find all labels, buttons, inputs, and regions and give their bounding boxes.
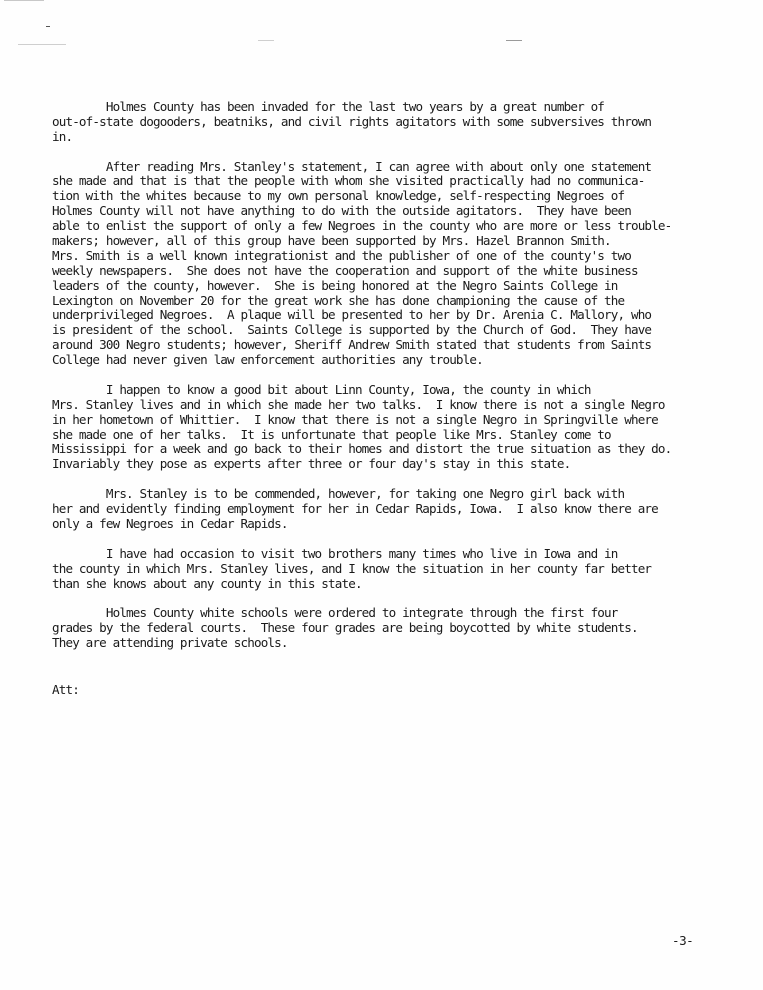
attachment-label: Att: (52, 682, 79, 697)
text-line: Mrs. Smith is a well known integrationist and the publisher of one of the county's two (52, 247, 631, 263)
text-line: able to enlist the support of only a few Negroes in the county who are more or less trouble- (52, 218, 672, 234)
paragraph (52, 100, 752, 145)
text-line: Holmes County white schools were ordered to integrate through the first four (52, 605, 618, 621)
text-line: she made one of her talks. It is unfortunate that people like Mrs. Stanley come to (52, 426, 611, 442)
text-line: Holmes County will not have anything to do with the outside agitators. They have been (52, 203, 631, 219)
scan-artifact (46, 26, 50, 27)
text-line: Invariably they pose as experts after three or four day's stay in this state. (52, 456, 571, 472)
text-line: After reading Mrs. Stanley's statement, I can agree with about only one statement (52, 158, 652, 174)
paragraph (52, 487, 752, 532)
text-line: than she knows about any county in this state. (52, 575, 362, 591)
text-line: leaders of the county, however. She is being honored at the Negro Saints College in (52, 277, 618, 293)
text-line: she made and that is that the people with whom she visited practically had no communica- (52, 173, 645, 189)
text-line: in her hometown of Whittier. I know that there is not a single Negro in Springville where (52, 411, 658, 427)
scan-artifact (4, 0, 44, 1)
text-line: the county in which Mrs. Stanley lives, and I know the situation in her county far better (52, 560, 652, 576)
text-line: I happen to know a good bit about Linn County, Iowa, the county in which (52, 381, 591, 397)
text-line: tion with the whites because to my own personal knowledge, self-respecting Negroes of (52, 188, 625, 204)
text-line: Holmes County has been invaded for the last two years by a great number of (52, 99, 605, 114)
text-line: makers; however, all of this group have been supported by Mrs. Hazel Brannon Smith. (52, 233, 611, 249)
text-line: Mrs. Stanley is to be commended, however, for taking one Negro girl back with (52, 486, 625, 502)
page-number: -3- (672, 933, 694, 948)
text-line: weekly newspapers. She does not have the cooperation and support of the white business (52, 262, 638, 278)
paragraph (52, 547, 752, 592)
text-line: They are attending private schools. (52, 635, 288, 651)
text-line: in. (52, 128, 73, 144)
scan-artifact (506, 40, 522, 41)
text-line: her and evidently finding employment for her in Cedar Rapids, Iowa. I also know there are (52, 501, 658, 517)
text-line: Mississippi for a week and go back to their homes and distort the true situation as they do. (52, 441, 672, 457)
text-line: underprivileged Negroes. A plaque will be presented to her by Dr. Arenia C. Mallory, who (52, 307, 652, 323)
paragraph (52, 606, 752, 651)
text-line: is president of the school. Saints College is supported by the Church of God. They have (52, 322, 652, 338)
paragraph (52, 160, 752, 368)
paragraph (52, 383, 752, 472)
text-line: I have had occasion to visit two brothers many times who live in Iowa and in (52, 545, 618, 561)
scan-artifact (258, 40, 274, 41)
text-line: only a few Negroes in Cedar Rapids. (52, 515, 288, 531)
text-line: Mrs. Stanley lives and in which she made her two talks. I know there is not a single Negro (52, 396, 665, 412)
text-line: out-of-state dogooders, beatniks, and civil rights agitators with some subversives thrown (52, 113, 652, 129)
scan-artifact (18, 44, 66, 45)
text-line: around 300 Negro students; however, Sheriff Andrew Smith stated that students from Saints (52, 337, 652, 353)
letter-body (52, 100, 752, 666)
text-line: grades by the federal courts. These four grades are being boycotted by white students. (52, 620, 638, 636)
text-line: Lexington on November 20 for the great work she has done championing the cause of the (52, 292, 625, 308)
text-line: College had never given law enforcement authorities any trouble. (52, 352, 483, 368)
